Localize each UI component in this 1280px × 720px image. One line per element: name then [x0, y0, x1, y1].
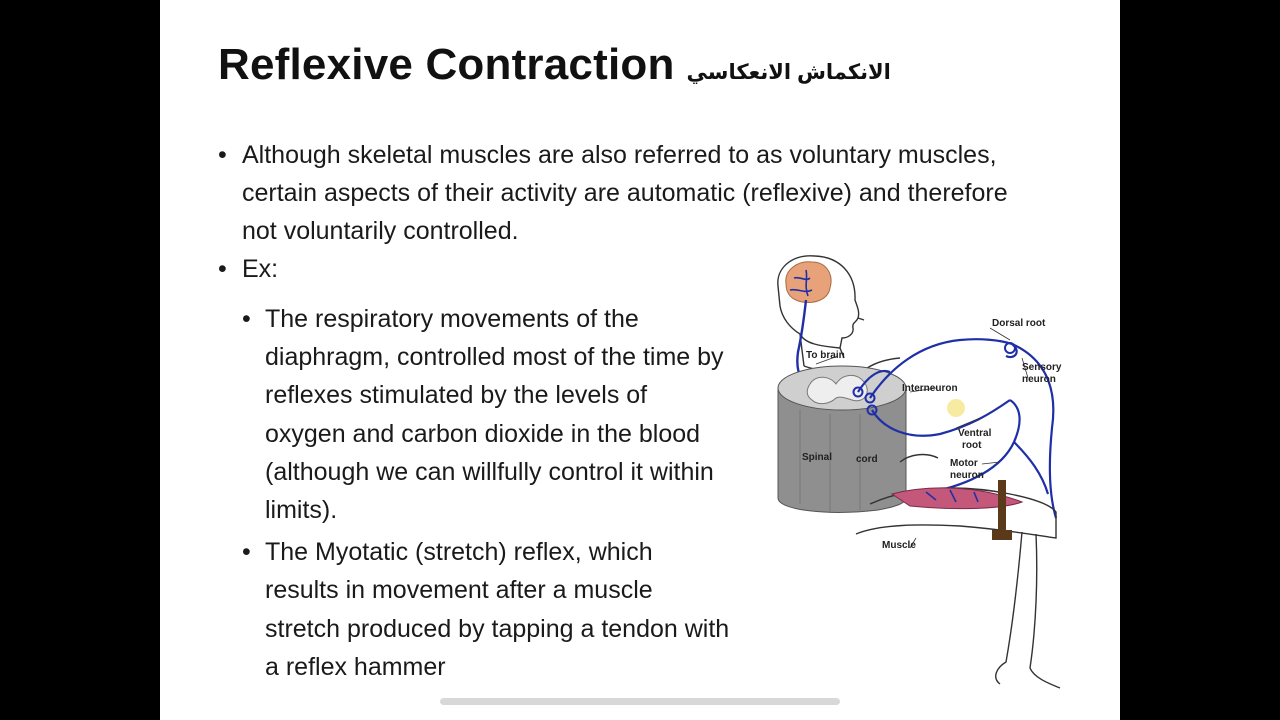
label-motor-neuron: neuron [950, 470, 984, 481]
slide-title: Reflexive Contraction [218, 40, 675, 89]
label-sensory-neuron: neuron [1022, 374, 1056, 385]
reflex-hammer-head [992, 530, 1012, 540]
label-motor: Motor [950, 458, 978, 469]
label-interneuron: Interneuron [902, 383, 958, 394]
bullet-item: • Ex: [218, 250, 1018, 288]
label-to-brain: To brain [806, 350, 845, 361]
label-muscle: Muscle [882, 540, 916, 551]
lower-leg-outline [996, 532, 1060, 688]
brain-shape [786, 262, 831, 303]
slide-title-arabic: الانكماش الانعكاسي [686, 61, 891, 84]
label-spinal: Spinal [802, 452, 833, 463]
label-cord: cord [856, 454, 878, 465]
highlight-glow [947, 399, 965, 417]
label-ventral: Ventral [958, 428, 992, 439]
label-ventral-root: root [962, 440, 982, 451]
reflex-arc-figure [760, 248, 1070, 698]
sub-bullet-list [242, 300, 732, 690]
horizontal-scrollbar[interactable] [440, 698, 840, 705]
reflex-arc-illustration [760, 248, 1070, 698]
label-dorsal-root: Dorsal root [992, 318, 1046, 329]
label-sensory: Sensory [1022, 362, 1062, 373]
reflex-hammer-handle [998, 480, 1006, 532]
bullet-item: • Although skeletal muscles are also referred to as voluntary muscles, certain aspects of their activity are automatic (reflexive) and therefore not voluntarily controlled. [218, 136, 1018, 250]
sub-bullet-item: • The Myotatic (stretch) reflex, which results in movement after a muscle stretch produced by tapping a tendon with a reflex hammer [242, 533, 732, 686]
sub-bullet-item: • The respiratory movements of the diaphragm, controlled most of the time by reflexes stimulated by the levels of oxygen and carbon dioxide in the blood (although we can willfully control it within limits). [242, 300, 732, 529]
slide [160, 0, 1120, 720]
title-row [218, 40, 891, 100]
